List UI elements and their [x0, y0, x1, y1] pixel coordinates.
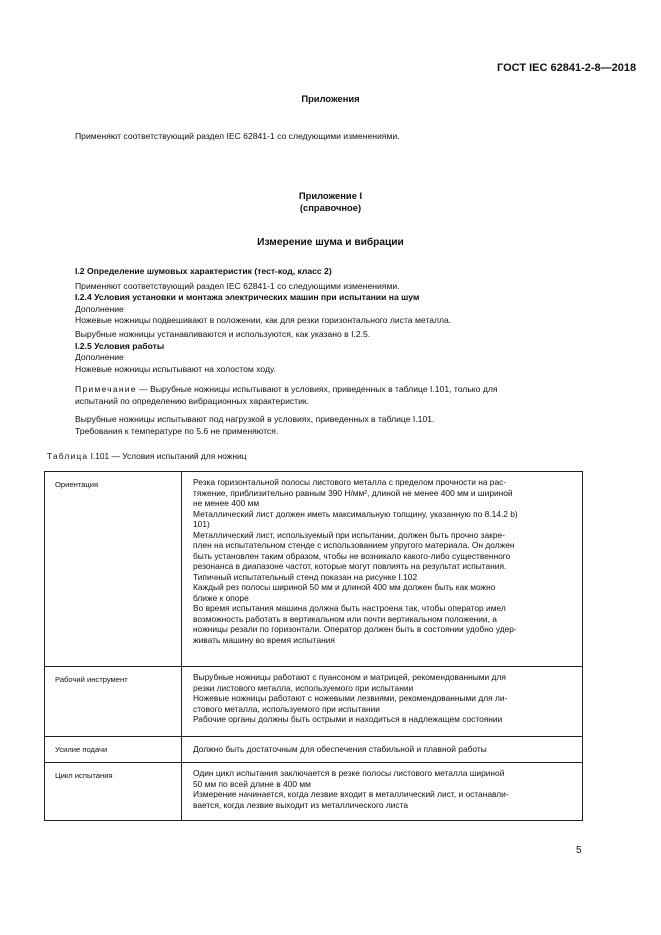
annex-subtitle: (справочное)	[299, 202, 362, 213]
row-line: Металлический лист, используемый при испытании, должен быть прочно закре-	[193, 529, 505, 540]
clauses-block	[75, 266, 583, 375]
row-line: живать машину во время испытания	[193, 634, 335, 645]
clause-i24-addition: Дополнение	[75, 303, 124, 314]
table-row	[45, 736, 582, 763]
row-line	[193, 488, 576, 499]
row-line: возможность работать в вертикальном или почти вертикальном положении, а	[193, 613, 497, 624]
row-label: Рабочий инструмент	[55, 675, 128, 684]
conditions-table	[44, 471, 583, 821]
row-line: вается, когда лезвие выходит из металлического листа	[193, 799, 409, 810]
clause-i24-p1: Ножевые ножницы подвешивают в положении, как для резки горизонтального листа металла.	[75, 315, 452, 326]
note-line1: — Вырубные ножницы испытывают в условиях, приведенных в таблице I.101, только для	[139, 384, 498, 394]
row-line: Вырубные ножницы работают с пуансоном и матрицей, рекомендованными для	[193, 672, 506, 682]
row-line: резки листового металла, используемого при испытании	[193, 682, 414, 693]
row-line: Резка горизонтальной полосы листового металла с пределом прочности на рас-	[193, 477, 507, 487]
note-line2: испытаний по определению вибрационных характеристик.	[75, 395, 310, 406]
row-line: Каждый рез полосы шириной 50 мм и длиной 400 мм должен быть как можно	[193, 582, 496, 592]
clause-i25-p1: Ножевые ножницы испытывают на холостом ходу.	[75, 363, 276, 374]
row-line: резонанса в диапазоне частот, которые могут повлиять на результат испытания.	[193, 561, 507, 571]
row-line: ножницы резали по горизонтали. Оператор должен быть в состоянии удобно удер-	[193, 624, 517, 634]
row-label: Усилие подачи	[55, 745, 108, 754]
page-number: 5	[576, 845, 582, 856]
row-line-part: тяжение, приблизительно равным 390 Н/мм	[193, 487, 365, 498]
row-line: Металлический лист должен иметь максимальную толщину, указанную по 8.14.2 b)	[193, 508, 518, 519]
clause-i2-text: Применяют соответствующий раздел IEC 62841-1 со следующими изменениями.	[75, 280, 400, 291]
annex-title: Приложение I	[298, 190, 363, 201]
table-caption-text: I.101 — Условия испытаний для ножниц	[90, 451, 247, 461]
row-content	[193, 477, 576, 645]
row-line: 101)	[193, 519, 210, 529]
row-line: Во время испытания машина должна быть настроена так, чтобы оператор имел	[193, 603, 506, 613]
standard-number: ГОСТ IEC 62841-2-8—2018	[497, 62, 637, 74]
section-title: Приложения	[301, 93, 360, 104]
section-intro: Применяют соответствующий раздел IEC 62841-1 со следующими изменениями.	[75, 131, 400, 141]
table-row	[45, 472, 582, 666]
row-content	[193, 744, 576, 755]
row-line: стового металла, используемого при испытании	[193, 703, 380, 714]
after-note-p2: Требования к температуре по 5.6 не применяются.	[75, 425, 279, 436]
row-line: быть установлен таким образом, чтобы не возникало какого-либо существенного	[193, 550, 511, 561]
row-label: Цикл испытания	[55, 771, 113, 780]
clause-i24-p2: Вырубные ножницы устанавливаются и используются, как указано в I.2.5.	[75, 328, 371, 339]
clause-i25-addition: Дополнение	[75, 352, 124, 363]
row-line: Типичный испытательный стенд показан на рисунке I.102	[193, 571, 418, 582]
row-line: Должно быть достаточным для обеспечения стабильной и плавной работы	[193, 744, 487, 754]
table-caption-label: Таблица	[47, 451, 89, 461]
row-line: не менее 400 мм	[193, 498, 260, 508]
note-label: Примечание	[75, 384, 137, 394]
after-note-p1: Вырубные ножницы испытывают под нагрузкой в условиях, приведенных в таблице I.101.	[75, 414, 435, 424]
row-line-part: ², длиной не менее 400 мм и шириной	[364, 487, 513, 498]
row-label: Ориентация	[55, 480, 99, 489]
annex-heading: Измерение шума и вибрации	[257, 237, 404, 248]
clause-i2-title: I.2 Определение шумовых характеристик (тест-код, класс 2)	[75, 266, 332, 276]
table-row	[45, 762, 582, 821]
row-content	[193, 768, 576, 810]
row-line: Один цикл испытания заключается в резке полосы листового металла шириной	[193, 768, 505, 778]
row-line: ближе к опоре	[193, 592, 249, 603]
note-block	[75, 384, 583, 407]
table-row	[45, 666, 582, 737]
row-line: 50 мм по всей длине в 400 мм	[193, 778, 311, 789]
clause-i24-title: I.2.4 Условия установки и монтажа электрических машин при испытании на шум	[75, 292, 420, 303]
row-line: Ножевые ножницы работают с ножевыми лезвиями, рекомендованными для ли-	[193, 693, 508, 703]
row-content	[193, 672, 576, 725]
table-caption	[47, 451, 246, 461]
row-line: Измерение начинается, когда лезвие входит в металлический лист, и останавли-	[193, 789, 509, 799]
row-line: плен на испытательном стенде с использованием упругого материала. Он должен	[193, 540, 515, 550]
clause-i25-title: I.2.5 Условия работы	[75, 340, 165, 351]
after-note-block	[75, 414, 583, 437]
row-line: Рабочие органы должны быть острыми и находиться в надлежащем состоянии	[193, 714, 503, 724]
